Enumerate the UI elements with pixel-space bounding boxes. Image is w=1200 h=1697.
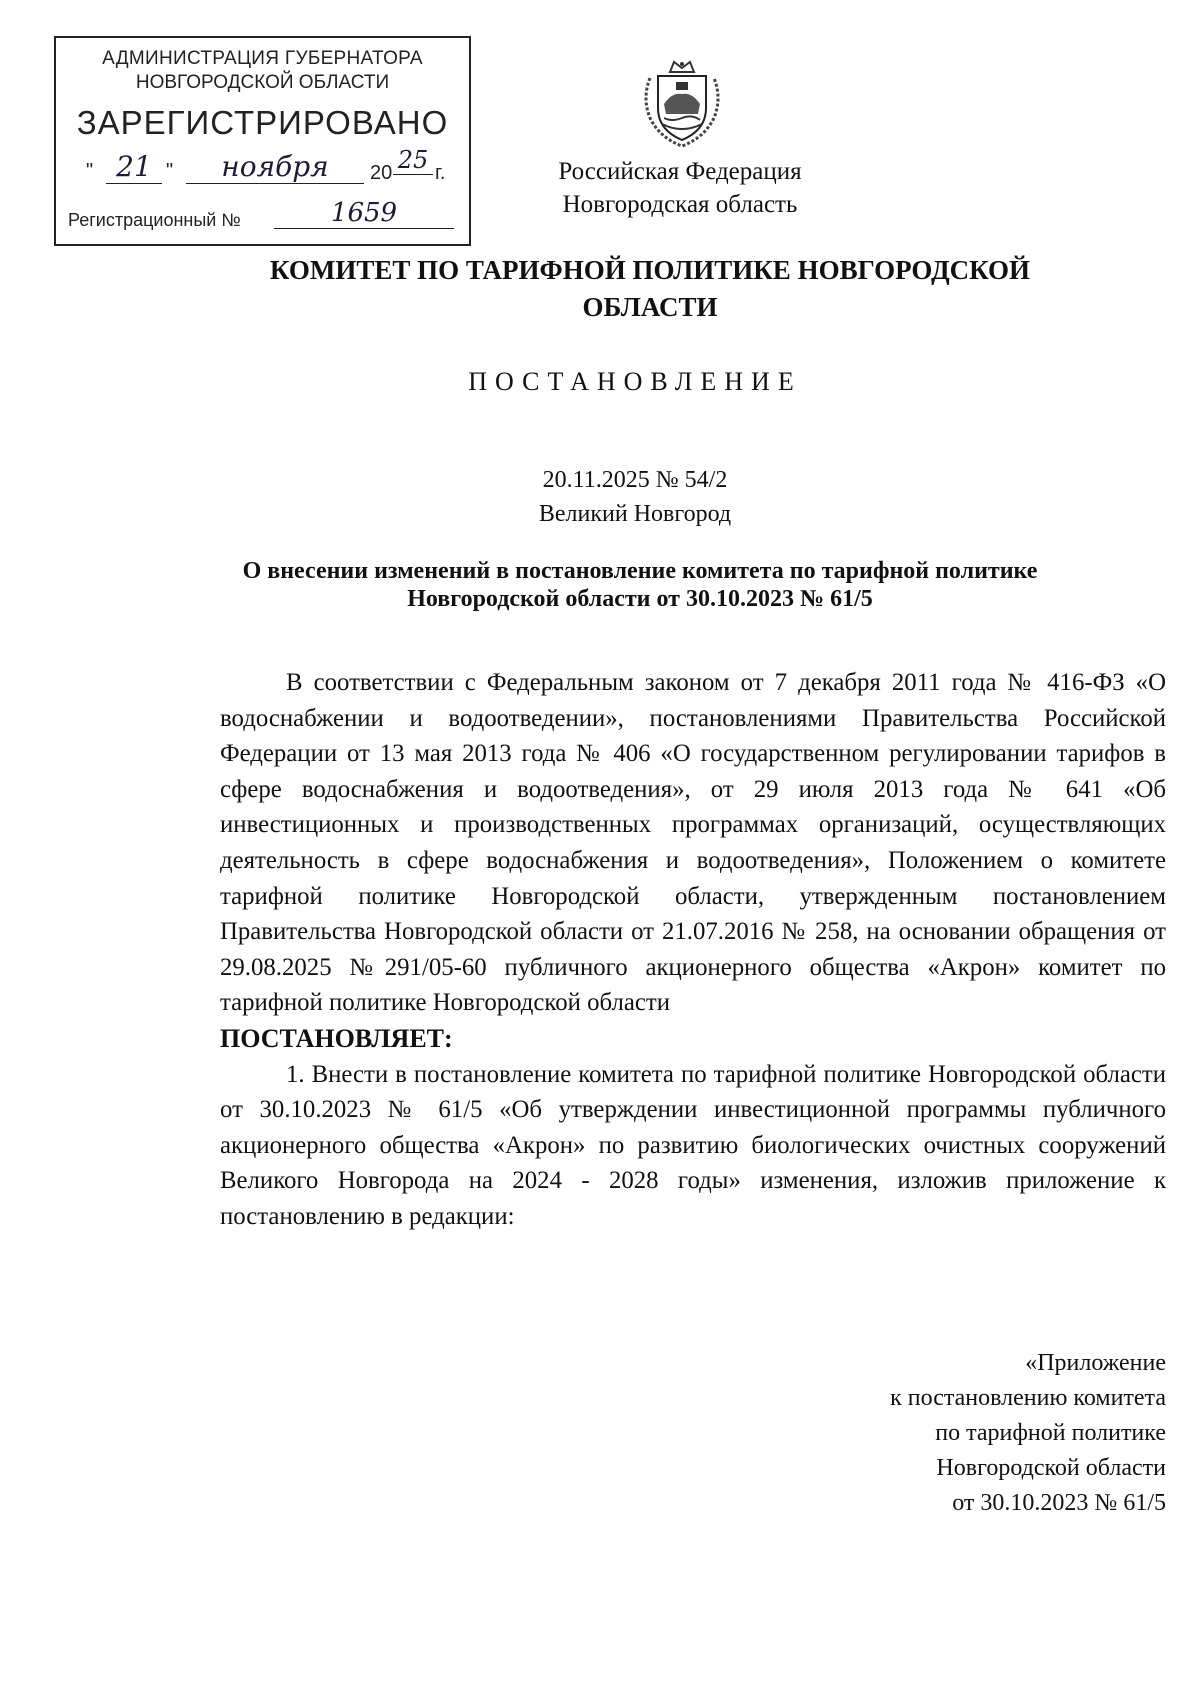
stamp-year-mark: г. [435, 162, 446, 184]
document-body [220, 665, 1166, 1235]
registration-stamp [54, 36, 471, 246]
country-name: Российская Федерация [558, 158, 802, 185]
stamp-org-line2: НОВГОРОДСКОЙ ОБЛАСТИ [135, 72, 390, 93]
stamp-date-line [86, 146, 446, 190]
preamble-paragraph: В соответствии с Федеральным законом от 7 декабря 2011 года № 416-ФЗ «О водоснабжении и водоотведении», постановлениями Правительства Российской Федерации от 13 мая 2013 года № 406 «О государственном регулировании тарифов в сфере водоснабжения и водоотведения», от 29 июля 2013 года № 641 «Об инвестиционных и производственных программах организаций, осуществляющих деятельность в сфере водоснабжения и водоотведения», Положением о комитете тарифной политике Новгородской области, утвержденным постановлением Правительства Новгородской области от 21.07.2016 № 258, на основании обращения от 29.08.2025 №291/05-60 публичного акционерного общества «Акрон» комитет по тарифной политике Новгородской области [220, 669, 1166, 1017]
resolves-heading: ПОСТАНОВЛЯЕТ: [220, 1023, 453, 1053]
country-region [520, 155, 840, 221]
document-city: Великий Новгород [538, 501, 732, 527]
annex-line-4: Новгородской области [936, 1455, 1166, 1481]
stamp-year-prefix: 20 [370, 162, 393, 184]
document-date-number: 20.11.2025 № 54/2 [542, 467, 728, 493]
stamp-month: ноября [186, 150, 364, 184]
annex-line-3: по тарифной политике [935, 1420, 1166, 1446]
committee-title: КОМИТЕТ ПО ТАРИФНОЙ ПОЛИТИКЕ НОВГОРОДСКОЙ ОБЛАСТИ [269, 255, 1031, 322]
annex-reference [720, 1346, 1166, 1521]
document-number-block [420, 463, 850, 531]
stamp-org-line1: АДМИНИСТРАЦИЯ ГУБЕРНАТОРА [102, 48, 423, 69]
item-1-paragraph: 1. Внести в постановление комитета по тарифной политике Новгородской области от 30.10.2023 № 61/5 «Об утверждении инвестиционной программы публичного акционерного общества «Акрон» по развитию биологических очистных сооружений Великого Новгорода на 2024 - 2028 годы» изменения, изложив приложение к постановлению в редакции: [220, 1060, 1166, 1230]
annex-line-2: к постановлению комитета [890, 1385, 1166, 1411]
stamp-quote-open: " [86, 160, 94, 182]
stamp-reg-label: Регистрационный № [68, 210, 241, 230]
stamp-day: 21 [106, 150, 162, 184]
stamp-quote-close: " [166, 160, 174, 182]
stamp-year-suffix: 25 [393, 146, 433, 175]
annex-line-1: «Приложение [1025, 1350, 1166, 1376]
document-subject: О внесении изменений в постановление комитета по тарифной политике Новгородской области от 30.10.2023 № 61/5 [242, 558, 1038, 612]
annex-line-5: от 30.10.2023 № 61/5 [952, 1490, 1166, 1516]
stamp-reg-number: 1659 [274, 198, 454, 229]
stamp-status: ЗАРЕГИСТРИРОВАНО [76, 104, 449, 141]
region-name: Новгородская область [562, 191, 798, 218]
document-type: ПОСТАНОВЛЕНИЕ [468, 367, 802, 396]
novgorod-coat-of-arms-icon [640, 58, 724, 150]
stamp-registration-line [68, 198, 468, 232]
